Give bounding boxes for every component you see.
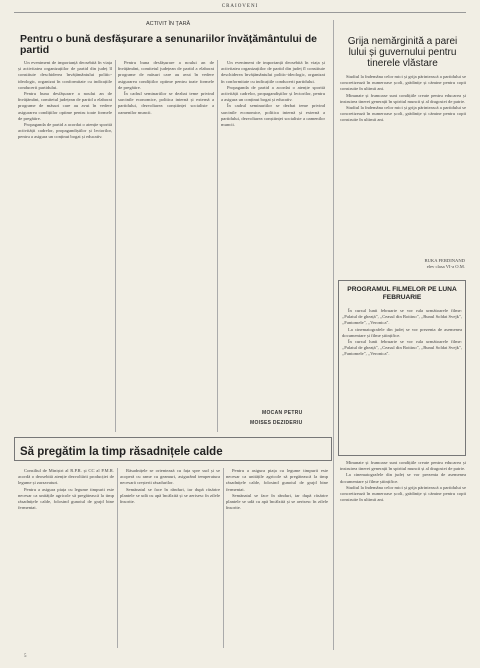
paragraph: Pentru a asigura piața cu legume timpurii este necesar ca unitățile agricole să pregătească la timp răsadnițele calde, folosind gunoiul de grajd bine fermentat. <box>226 468 328 492</box>
paragraph: Propaganda de partid a acordat o atenție sporită activității cadrelor, propagandiștilor și lectorilor, pentru a asigura un conținut bogat și educativ. <box>18 122 112 140</box>
right-article-headline: Grija nemărginită a parei lului și guvernului pentru tinerele vlăstare <box>347 36 458 69</box>
masthead: CRAIOVENI <box>221 4 259 9</box>
paragraph: Semănatul se face în rânduri, iar după răsărire plantele se udă cu apă încălzită și se aerisesc în zilele însorite. <box>226 492 328 511</box>
paragraph: Un eveniment de importanță deosebită în viața și activitatea organizațiilor de partid din județ îl constituie deschiderea învățământului politic-ideologic, organizat în conformitate cu indicațiile conducerii partidului. <box>221 60 325 84</box>
paragraph: Pentru buna desfășurare a noului an de învățământ, comitetul județean de partid a elaborat programe de măsuri care au avut în vedere asigurarea condițiilor optime pentru toate formele de pregătire. <box>118 60 214 90</box>
paragraph: Minunate și frumoase sunt condițiile create pentru educarea și instruirea tinerei generații în spiritul muncii și al dragostei de patrie. <box>340 460 466 472</box>
byline-1: MOCAN PETRU <box>262 410 303 416</box>
paragraph: Pentru buna desfășurare a noului an de învățământ, comitetul județean de partid a elaborat programe de măsuri care au avut în vedere asigurarea condițiilor optime pentru toate formele de pregătire. <box>18 91 112 121</box>
kicker: ACTIVIT ÎN ȚARĂ <box>146 21 191 27</box>
paragraph: În cadrul seminariilor se dezbat teme privind sarcinile economice, politica internă și externă a partidului, dezvoltarea conștiinței socialiste a oamenilor muncii. <box>118 91 214 115</box>
right-article-body <box>340 74 466 256</box>
paragraph: În cursul lunii februarie se vor rula următoarele filme: ,,Palatul de gheață", ,,Ceasul din Boitino", ,,Bunul Soldat Svejk", ,,Fantomele", ,,Veronica". <box>342 339 462 357</box>
paragraph: În cadrul seminariilor se dezbat teme privind sarcinile economice, politica internă și externă a partidului, dezvoltarea conștiinței socialiste a oamenilor muncii. <box>221 103 325 128</box>
page-number: 5 <box>24 654 27 659</box>
left-article-column-2 <box>118 60 214 432</box>
paragraph: Minunate și frumoase sunt condițiile create pentru educarea și instruirea tinerei generații în spiritul muncii și al dragostei de patrie. <box>340 92 466 104</box>
paragraph: La cinematografele din județ se vor prezenta de asemenea documentare și filme științifice. <box>342 326 462 338</box>
paragraph: Răsadnițele se orientează cu fața spre sud și se acoperă cu rame cu geamuri, asigurând temperatura necesară creșterii răsadurilor. <box>120 468 220 486</box>
column-rule <box>117 468 118 648</box>
bottom-column-1 <box>18 468 114 648</box>
left-article-column-3 <box>221 60 325 404</box>
paragraph: Consiliul de Miniștri al R.P.R. și CC al P.M.R. acordă o deosebită atenție dezvoltării producției de legume și zarzavaturi. <box>18 468 114 486</box>
paragraph: Studiul la îndemâna celor mici și grija părintească a partidului se concretizează în numeroase școli, grădinițe și cămine pentru copii construite în ultimii ani. <box>340 74 466 92</box>
program-box-body <box>342 308 462 452</box>
byline-2: MOISES DEZIDERIU <box>250 420 303 426</box>
paragraph: Studiul la îndemâna celor mici și grija părintească a partidului se concretizează în numeroase școli, grădinițe și cămine pentru copii construite în ultimii ani. <box>340 105 466 123</box>
paragraph: Studiul la îndemâna celor mici și grija părintească a partidului se concretizează în numeroase școli, grădinițe și cămine pentru copii construite în ultimii ani. <box>340 484 466 503</box>
bottom-article-headline: Să pregătim la timp răsadnițele calde <box>20 446 223 458</box>
paragraph: Pentru a asigura piața cu legume timpurii este necesar ca unitățile agricole să pregătească la timp răsadnițele calde, folosind gunoiul de grajd bine fermentat. <box>18 486 114 511</box>
bottom-column-3 <box>226 468 328 648</box>
paragraph: Semănatul se face în rânduri, iar după răsărire plantele se udă cu apă încălzită și se aerisesc în zilele însorite. <box>120 486 220 505</box>
signature-role: elev clasa VI-a O.M. <box>426 264 465 269</box>
bottom-column-2 <box>120 468 220 648</box>
right-article-signature <box>340 258 465 270</box>
top-rule <box>14 12 466 13</box>
signature-name: BUKA FERDINAND <box>424 258 465 263</box>
section-rule <box>333 20 334 650</box>
paragraph: Propaganda de partid a acordat o atenție sporită activității cadrelor, propagandiștilor și lectorilor, pentru a asigura un conținut bogat și educativ. <box>221 84 325 103</box>
column-rule <box>223 468 224 648</box>
left-article-column-1 <box>18 60 112 432</box>
program-box-title: PROGRAMUL FILMELOR PE LUNA FEBRUARIE <box>347 286 457 301</box>
left-article-headline: Pentru o bună desfășurare a senunariilor învățământului de partid <box>20 33 317 56</box>
paragraph: Un eveniment de importanță deosebită în viața și activitatea organizațiilor de partid din județ îl constituie deschiderea învățământului politic-ideologic, organizat în conformitate cu indicațiile conducerii partidului. <box>18 60 112 90</box>
column-rule <box>217 60 218 432</box>
paragraph: În cursul lunii februarie se vor rula următoarele filme: ,,Palatul de gheață", ,,Ceasul din Boitino", ,,Bunul Soldat Svejk", ,,Fantomele", ,,Veronica". <box>342 308 462 326</box>
right-lower-column <box>340 460 466 646</box>
paragraph: La cinematografele din județ se vor prezenta de asemenea documentare și filme științifice. <box>340 472 466 484</box>
column-rule <box>115 60 116 432</box>
